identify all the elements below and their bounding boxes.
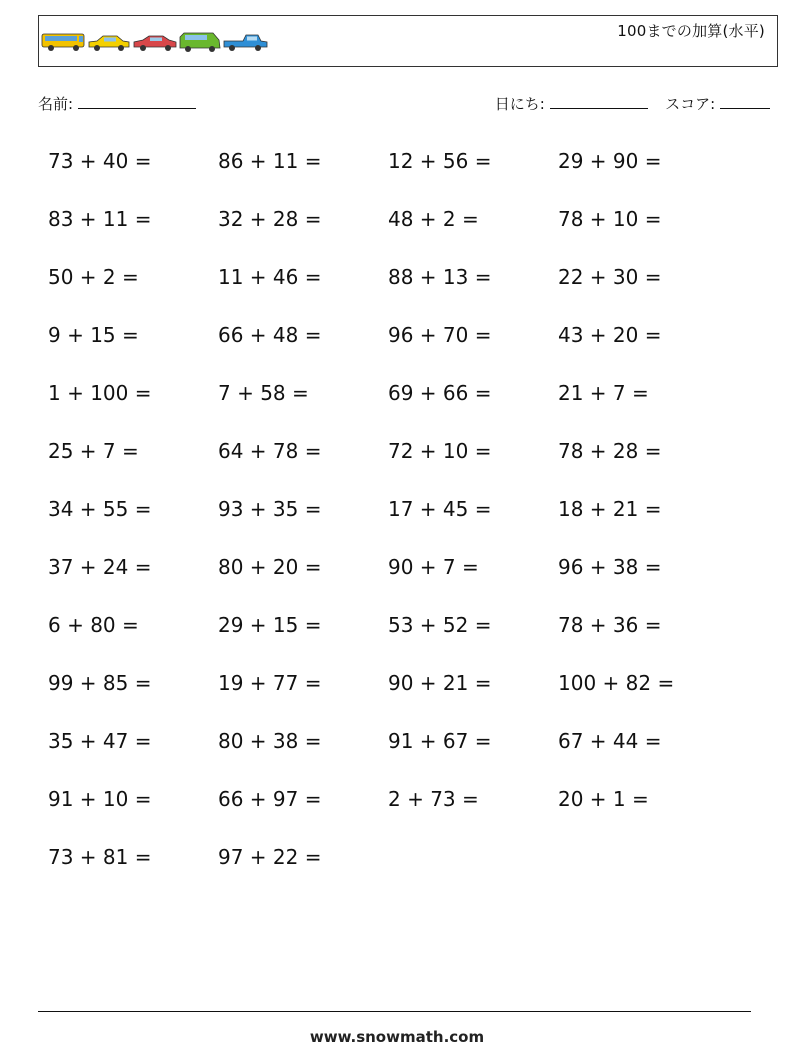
worksheet-header (38, 15, 778, 67)
problem-item: 88 + 13 = (388, 265, 492, 289)
problem-item: 1 + 100 = (48, 381, 152, 405)
problem-item: 25 + 7 = (48, 439, 139, 463)
problem-item: 19 + 77 = (218, 671, 322, 695)
problem-item: 80 + 38 = (218, 729, 322, 753)
problem-item: 34 + 55 = (48, 497, 152, 521)
problem-item: 67 + 44 = (558, 729, 662, 753)
bus-icon (42, 34, 84, 51)
problem-item: 100 + 82 = (558, 671, 675, 695)
problem-item: 21 + 7 = (558, 381, 649, 405)
problem-item: 64 + 78 = (218, 439, 322, 463)
vehicles-banner (41, 30, 273, 54)
problem-item: 2 + 73 = (388, 787, 479, 811)
score-label: スコア: (665, 95, 716, 113)
problem-item: 91 + 67 = (388, 729, 492, 753)
problem-item: 83 + 11 = (48, 207, 152, 231)
name-label: 名前: (38, 95, 74, 113)
problem-item: 73 + 40 = (48, 149, 152, 173)
problem-item: 32 + 28 = (218, 207, 322, 231)
problem-item: 48 + 2 = (388, 207, 479, 231)
problem-grid (48, 140, 748, 894)
date-label: 日にち: (494, 95, 545, 113)
problem-item: 37 + 24 = (48, 555, 152, 579)
problem-item: 35 + 47 = (48, 729, 152, 753)
footer-url: www.snowmath.com (309, 1028, 485, 1046)
problem-item: 72 + 10 = (388, 439, 492, 463)
problem-item: 78 + 36 = (558, 613, 662, 637)
green-van-icon (180, 33, 220, 52)
blue-truck-icon (224, 35, 267, 51)
problem-item: 90 + 21 = (388, 671, 492, 695)
worksheet-title: 100までの加算(水平) (617, 22, 765, 40)
problem-item: 29 + 90 = (558, 149, 662, 173)
problem-item: 50 + 2 = (48, 265, 139, 289)
problem-item: 66 + 97 = (218, 787, 322, 811)
problem-item: 90 + 7 = (388, 555, 479, 579)
problem-item: 73 + 81 = (48, 845, 152, 869)
problem-item: 17 + 45 = (388, 497, 492, 521)
problem-item: 53 + 52 = (388, 613, 492, 637)
problem-item: 66 + 48 = (218, 323, 322, 347)
problem-item: 12 + 56 = (388, 149, 492, 173)
problem-item: 99 + 85 = (48, 671, 152, 695)
problem-item: 78 + 10 = (558, 207, 662, 231)
problem-item: 43 + 20 = (558, 323, 662, 347)
problem-item: 86 + 11 = (218, 149, 322, 173)
problem-item: 9 + 15 = (48, 323, 139, 347)
yellow-car-icon (89, 36, 129, 51)
problem-item: 18 + 21 = (558, 497, 662, 521)
problem-item: 6 + 80 = (48, 613, 139, 637)
problem-item: 91 + 10 = (48, 787, 152, 811)
problem-item: 69 + 66 = (388, 381, 492, 405)
problem-item: 80 + 20 = (218, 555, 322, 579)
footer-divider (38, 1011, 751, 1012)
problem-item: 11 + 46 = (218, 265, 322, 289)
name-line[interactable] (78, 94, 196, 109)
problem-item: 96 + 38 = (558, 555, 662, 579)
problem-item: 97 + 22 = (218, 845, 322, 869)
date-score-fields (495, 93, 770, 114)
date-line[interactable] (550, 94, 648, 109)
problem-item: 20 + 1 = (558, 787, 649, 811)
name-field (38, 93, 196, 114)
problem-item: 93 + 35 = (218, 497, 322, 521)
problem-item: 29 + 15 = (218, 613, 322, 637)
problem-item: 96 + 70 = (388, 323, 492, 347)
problem-item: 78 + 28 = (558, 439, 662, 463)
score-line[interactable] (720, 94, 770, 109)
problem-item: 7 + 58 = (218, 381, 309, 405)
red-car-icon (134, 36, 176, 51)
problem-item: 22 + 30 = (558, 265, 662, 289)
